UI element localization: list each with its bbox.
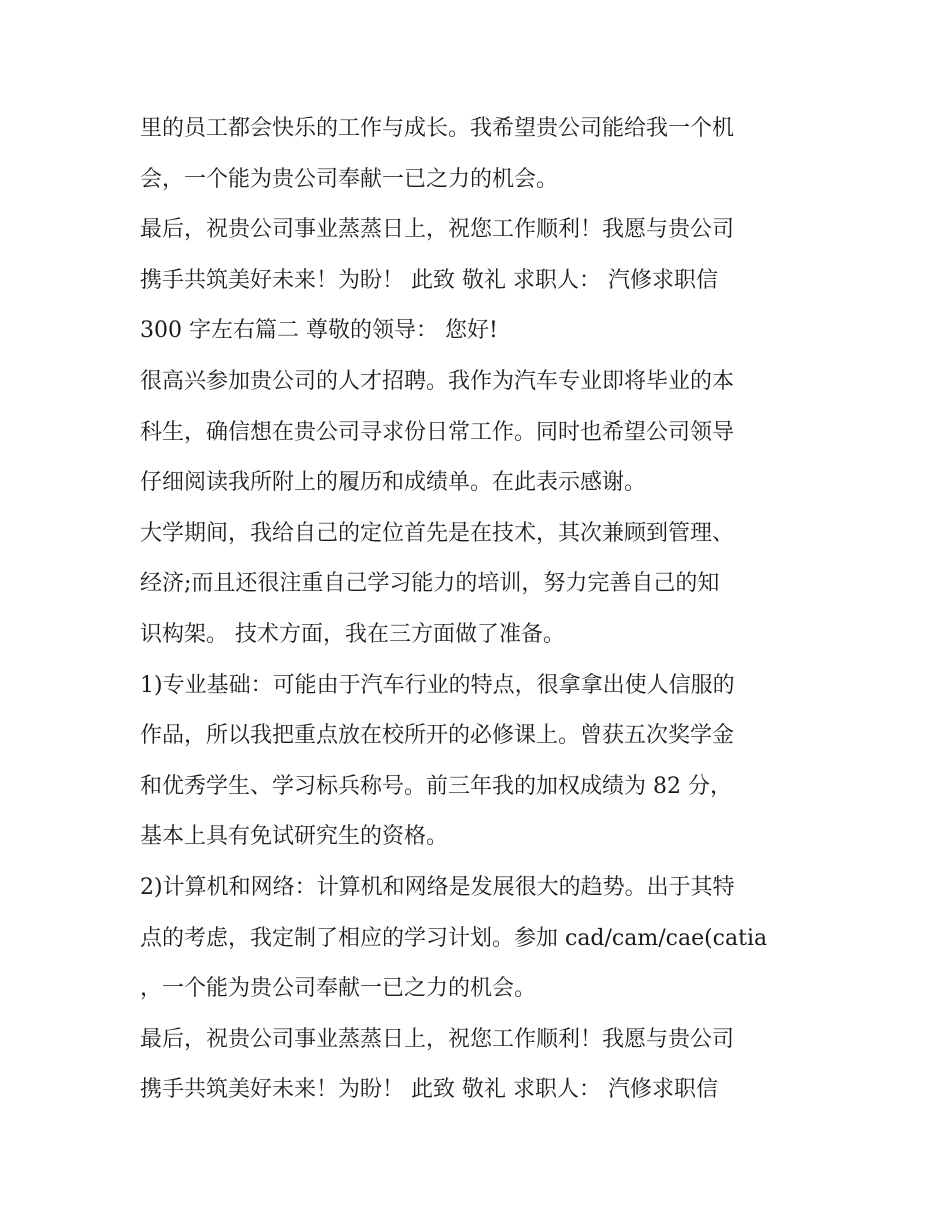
text-line: 300 字左右篇二 尊敬的领导： 您好! bbox=[140, 318, 498, 344]
text-line: 仔细阅读我所附上的履历和成绩单。在此表示感谢。 bbox=[140, 470, 647, 496]
text-line: 和优秀学生、学习标兵称号。前三年我的加权成绩为 82 分， bbox=[140, 773, 732, 799]
text-line: 2)计算机和网络：计算机和网络是发展很大的趋势。出于其特 bbox=[140, 874, 735, 900]
text-line: 科生，确信想在贵公司寻求份日常工作。同时也希望公司领导 bbox=[140, 419, 735, 445]
text-line: 1)专业基础：可能由于汽车行业的特点，很拿拿出使人信服的 bbox=[140, 672, 735, 698]
text-line: 点的考虑，我定制了相应的学习计划。参加 cad/cam/cae(catia bbox=[140, 925, 768, 951]
text-line: 基本上具有免试研究生的资格。 bbox=[140, 824, 449, 850]
document-body bbox=[140, 104, 820, 1116]
text-line: 识构架。 技术方面，我在三方面做了准备。 bbox=[140, 621, 565, 647]
text-line: 经济;而且还很注重自己学习能力的培训，努力完善自己的知 bbox=[140, 571, 720, 597]
text-line: 很高兴参加贵公司的人才招聘。我作为汽车专业即将毕业的本 bbox=[140, 368, 735, 394]
text-line: 携手共筑美好未来！为盼！ 此致 敬礼 求职人： 汽修求职信 bbox=[140, 1077, 718, 1103]
text-line: 最后，祝贵公司事业蒸蒸日上，祝您工作顺利！我愿与贵公司 bbox=[140, 217, 735, 243]
text-line: 会，一个能为贵公司奉献一已之力的机会。 bbox=[140, 166, 559, 192]
text-line: ，一个能为贵公司奉献一已之力的机会。 bbox=[140, 976, 537, 1002]
text-line: 携手共筑美好未来！为盼！ 此致 敬礼 求职人： 汽修求职信 bbox=[140, 267, 718, 293]
text-line: 里的员工都会快乐的工作与成长。我希望贵公司能给我一个机 bbox=[140, 116, 735, 141]
text-line: 大学期间，我给自己的定位首先是在技术，其次兼顾到管理、 bbox=[140, 520, 735, 546]
text-line: 最后，祝贵公司事业蒸蒸日上，祝您工作顺利！我愿与贵公司 bbox=[140, 1026, 735, 1052]
text-line: 作品，所以我把重点放在校所开的必修课上。曾获五次奖学金 bbox=[140, 723, 735, 749]
